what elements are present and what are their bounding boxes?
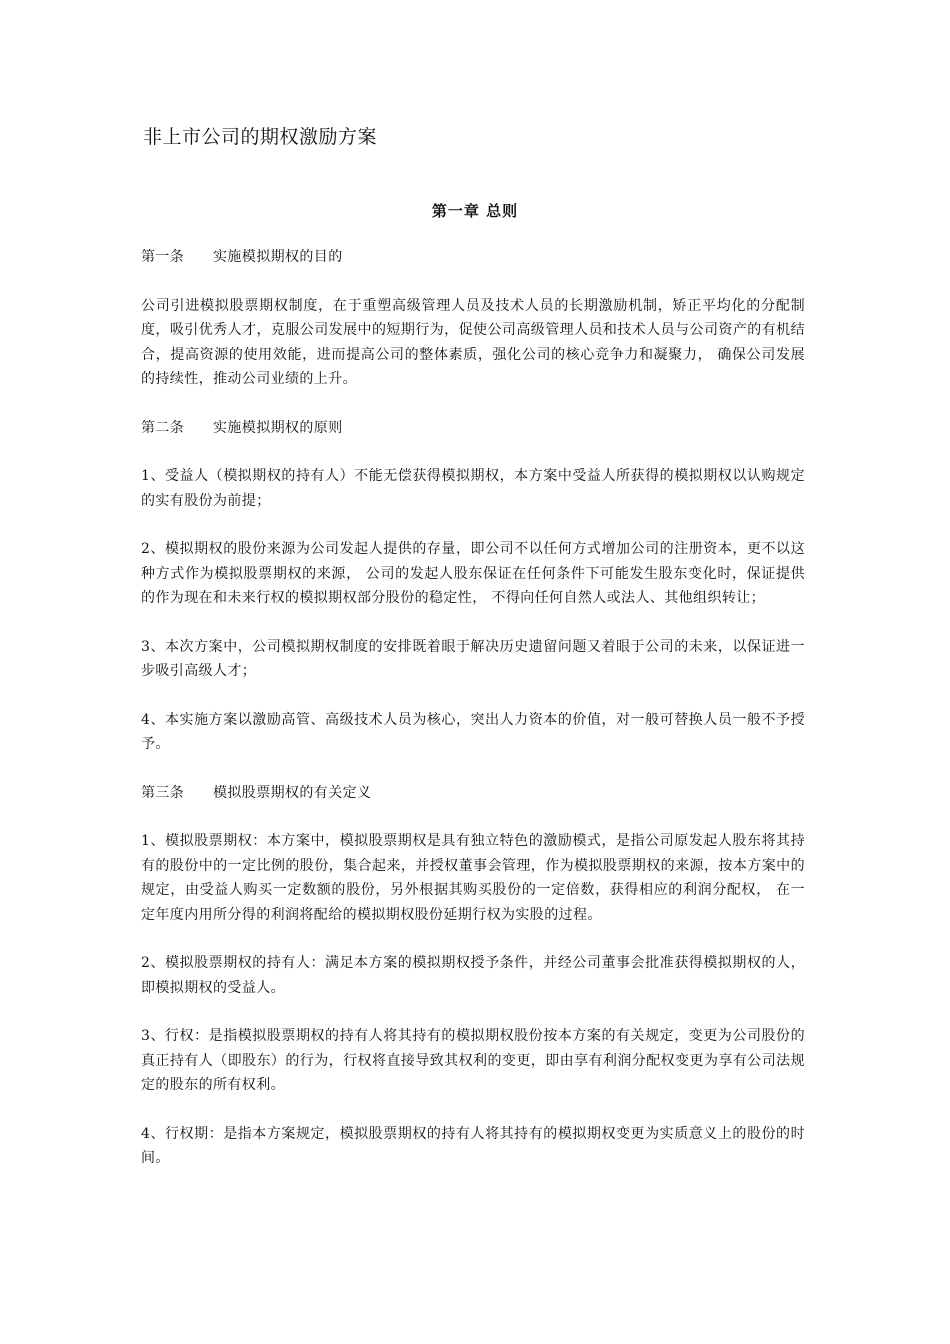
paragraph: 1、模拟股票期权：本方案中，模拟股票期权是具有独立特色的激励模式，是指公司原发起人股东将其持有的股份中的一定比例的股份，集合起来，并授权董事会管理，作为模拟股票期权的来源，按本方案中的规定，由受益人购买一定数额的股份，另外根据其购买股份的一定倍数，获得相应的利润分配权， 在一定年度内用所分得的利润将配给的模拟期权股份延期行权为实股的过程。 [141,833,805,923]
paragraph: 公司引进模拟股票期权制度，在于重塑高级管理人员及技术人员的长期激励机制，矫正平均化的分配制度，吸引优秀人才，克服公司发展中的短期行为，促使公司高级管理人员和技术人员与公司资产的有机结合，提高资源的使用效能，进而提高公司的整体素质，强化公司的核心竞争力和凝聚力， 确保公司发展的持续性，推动公司业绩的上升。 [141,297,805,387]
document-title: 非上市公司的期权激励方案 [143,126,378,148]
paragraph: 2、模拟股票期权的持有人：满足本方案的模拟期权授予条件，并经公司董事会批准获得模拟期权的人， 即模拟期权的受益人。 [141,955,805,996]
article-1 [141,245,805,392]
article-number: 第三条 [141,784,185,801]
article-heading [141,781,805,806]
paragraph: 4、行权期：是指本方案规定，模拟股票期权的持有人将其持有的模拟期权变更为实质意义上的股份的时间。 [141,1125,805,1166]
article-heading-text: 实施模拟期权的目的 [213,249,343,265]
article-2 [141,416,805,757]
article-heading-text: 实施模拟期权的原则 [213,419,343,436]
article-heading [141,416,805,441]
paragraph: 3、行权：是指模拟股票期权的持有人将其持有的模拟期权股份按本方案的有关规定，变更为公司股份的真正持有人（即股东）的行为，行权将直接导致其权利的变更，即由享有利润分配权变更为享有公司法规定的股东的所有权利。 [141,1028,805,1093]
article-3 [141,781,805,1171]
article-number: 第一条 [141,249,185,265]
paragraph: 3、本次方案中，公司模拟期权制度的安排既着眼于解决历史遗留问题又着眼于公司的未来，以保证进一步吸引高级人才； [141,638,805,679]
article-heading-text: 模拟股票期权的有关定义 [213,784,372,801]
article-number: 第二条 [141,419,185,436]
article-heading [141,245,805,270]
paragraph: 2、模拟期权的股份来源为公司发起人提供的存量，即公司不以任何方式增加公司的注册资本，更不以这种方式作为模拟股票期权的来源， 公司的发起人股东保证在任何条件下可能发生股东变化时，保证提供的作为现在和未来行权的模拟期权部分股份的稳定性， 不得向任何自然人或法人、其他组织转让； [141,541,805,606]
chapter-title: 第一章 总则 [431,202,519,220]
paragraph: 4、本实施方案以激励高管、高级技术人员为核心，突出人力资本的价值，对一般可替换人员一般不予授予。 [141,711,805,752]
paragraph: 1、受益人（模拟期权的持有人）不能无偿获得模拟期权，本方案中受益人所获得的模拟期权以认购规定的实有股份为前提； [141,468,805,509]
document-body [141,245,805,1195]
